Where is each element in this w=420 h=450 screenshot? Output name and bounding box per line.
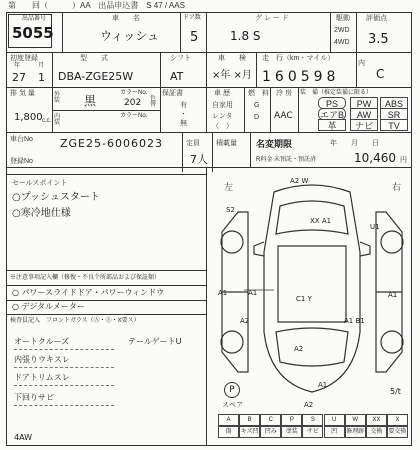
equipment-label: 装 備（推定装備に限る）	[300, 90, 373, 96]
mileage-value: 160598	[262, 69, 340, 85]
equip-ps: PS	[318, 97, 346, 109]
equip-abs: ABS	[380, 97, 408, 109]
load-label: 積載量	[216, 140, 237, 147]
reg-month: 1	[38, 71, 45, 84]
rule	[6, 314, 206, 315]
vin-label: 車台No	[10, 136, 33, 143]
recycle-row-label: 登録No	[10, 158, 33, 165]
equip-tv: TV	[380, 119, 408, 131]
rule	[298, 87, 299, 132]
model-code: DBA-ZGE25W	[58, 70, 134, 83]
outer-label: 外装	[54, 92, 61, 104]
rule	[14, 385, 114, 386]
sales-points-label: セールスポイント	[12, 180, 68, 187]
lot-number: 5055	[12, 24, 54, 42]
legend-code: X	[387, 414, 408, 426]
equip-sr: SR	[380, 108, 408, 120]
legend-desc: サビ	[302, 426, 323, 438]
rule	[212, 132, 213, 172]
rule	[256, 52, 257, 87]
legend-desc: 凹	[324, 426, 345, 438]
equip-airbag: エアB	[319, 110, 344, 120]
interior-label: 内	[358, 60, 365, 67]
mileage-label: 走 行（km・マイル）	[262, 55, 335, 62]
shift-label: シフト	[170, 55, 191, 62]
color-no: 202	[124, 98, 142, 108]
rule	[270, 87, 271, 132]
yen-unit: 円	[400, 157, 407, 164]
inspector-line: オートクルーズ	[14, 337, 70, 346]
diagram-right-label: 右	[392, 182, 402, 192]
rule	[182, 132, 183, 172]
score-value: 3.5	[368, 32, 389, 47]
drive-2wd: 2WD	[334, 27, 350, 34]
ac-value: AAC	[274, 111, 293, 121]
legend-code: W	[345, 414, 366, 426]
model-label: 型 式	[80, 55, 108, 62]
fuel-d: D	[254, 114, 260, 121]
year-mark: 年	[14, 63, 21, 69]
equip-aw: AW	[350, 108, 378, 120]
inspector-line: 下回りサビ	[14, 393, 54, 402]
cert-no: 無	[180, 120, 187, 127]
inspector-line: ドアトリムスレ	[14, 373, 70, 382]
legend-desc: 交換	[366, 426, 387, 438]
equip-pw: PW	[350, 97, 378, 109]
recycle-label: R料金 未預託・預託済	[256, 157, 317, 163]
score-label: 評価点	[366, 15, 387, 22]
rule	[356, 52, 357, 87]
damage-mark: A1	[218, 289, 228, 297]
rule	[250, 132, 251, 167]
legend-code: P	[281, 414, 302, 426]
first-reg-label: 初度登録	[10, 55, 38, 62]
damage-mark: XX A1	[310, 217, 332, 225]
car-damage-diagram	[214, 172, 410, 408]
equip-leather: 革	[318, 119, 346, 131]
displacement-value: 1,800	[14, 112, 43, 123]
spare-circle: P	[224, 382, 240, 398]
rule	[356, 12, 357, 52]
damage-mark: A2	[304, 401, 314, 409]
cert-dot: ・	[180, 111, 187, 118]
rule	[180, 12, 181, 52]
damage-mark: A1	[318, 381, 328, 389]
legend-code: U	[324, 414, 345, 426]
inspection-label: 車 検	[218, 55, 246, 62]
rule	[330, 12, 331, 52]
damage-legend	[218, 414, 408, 440]
reg-year: 27	[12, 71, 26, 84]
ac-label: 冷 房	[276, 90, 292, 97]
date-marks: 年 月 日	[330, 140, 379, 147]
damage-mark: A2	[294, 345, 304, 353]
legend-desc: 要交換	[387, 426, 408, 438]
sales-point-item: ○プッシュスタート	[12, 192, 100, 203]
rule	[206, 87, 207, 132]
rule	[6, 270, 206, 271]
damage-mark: A2	[240, 317, 250, 325]
interior-grade: C	[376, 67, 385, 81]
name-change-label: 名変期限	[256, 139, 293, 149]
damage-mark: S2	[226, 206, 235, 214]
rule	[6, 300, 206, 301]
legend-code: XX	[366, 414, 387, 426]
car-name-label: 車 名	[112, 15, 140, 22]
damage-mark: A1	[248, 289, 258, 297]
note-line: ○ パワースライドドア・パワーウィンドウ	[12, 288, 165, 297]
equip-navi: ナビ	[350, 119, 378, 131]
capacity-label: 定員	[186, 140, 200, 147]
usage-private: 自家用	[212, 102, 233, 109]
rule	[6, 132, 412, 133]
usage-label: 車 歴	[214, 90, 230, 97]
month-mark: 月	[38, 63, 45, 69]
damage-mark: A1 B1	[344, 317, 365, 325]
rule	[52, 110, 160, 111]
notes-label: ※注意事項記入欄（修復・不良个所部品および保証類）	[10, 275, 161, 281]
legend-code: C	[260, 414, 281, 426]
note-line: ○ デジタルメーター	[12, 302, 85, 311]
legend-desc: 塗装	[281, 426, 302, 438]
damage-mark: C1 Y	[296, 295, 312, 303]
lot-label: 出品番号	[22, 16, 47, 22]
rule	[14, 405, 114, 406]
shift-value: AT	[170, 70, 184, 83]
damage-mark: U1	[370, 223, 380, 231]
legend-desc: キズ凹	[239, 426, 260, 438]
inspector-extra: テールゲートU	[128, 337, 182, 346]
rule	[206, 52, 207, 87]
note-bottom: 4AW	[14, 433, 33, 442]
legend-code: A	[218, 414, 239, 426]
drive-4wd: 4WD	[334, 39, 350, 46]
rule	[6, 285, 206, 286]
cert-label: 保証書	[162, 90, 183, 97]
rule	[160, 52, 161, 87]
displacement-label: 排 気 量	[10, 90, 35, 97]
legend-desc: 傷	[218, 426, 239, 438]
diagram-left-label: 左	[224, 182, 234, 192]
rule	[62, 12, 63, 52]
inspector-line: 内張りウキスレ	[14, 355, 70, 364]
inspection-value: ×年 ×月	[212, 70, 252, 81]
corner-note: 5/t	[390, 387, 401, 396]
legend-code: S	[302, 414, 323, 426]
sheet-title: 第 回（ ）AA 出品申込書 S 47 / AAS	[8, 1, 185, 10]
doors-label: ドア数	[183, 15, 201, 21]
legend-desc: 修理跡	[345, 426, 366, 438]
rule	[206, 12, 207, 52]
rule	[14, 367, 114, 368]
doors-value: 5	[190, 30, 199, 45]
rule	[206, 167, 207, 446]
inner-label: 内装	[54, 114, 61, 126]
rule	[14, 349, 114, 350]
legend-desc: 凹み	[260, 426, 281, 438]
rule	[52, 52, 53, 87]
sales-point-item: ○寒冷地仕様	[12, 208, 71, 219]
inspector-label: 検査員記入 フロントガラス（Ⓐ・Ⓔ・X要ス）	[10, 318, 140, 324]
damage-mark: A1	[388, 291, 398, 299]
rule	[6, 87, 412, 88]
cc-unit: c.c.	[42, 118, 52, 124]
grade-label: グ レ ー ド	[255, 15, 289, 22]
color-no-label: カラーNo.	[120, 90, 148, 96]
fuel-label: 燃 料	[248, 90, 269, 97]
color-change-label: 色替	[150, 96, 157, 108]
vin-value: ZGE25-6006023	[60, 137, 163, 150]
rule	[6, 52, 412, 53]
rule	[160, 87, 161, 132]
color-value: 黒	[84, 94, 97, 108]
recycle-fee: 10,460	[354, 151, 396, 165]
rule	[6, 167, 412, 168]
cert-yes: 有	[180, 102, 187, 109]
capacity-value: 7人	[190, 153, 208, 166]
rule	[6, 174, 206, 175]
usage-rental: レンタ	[212, 113, 233, 120]
drive-label: 駆動	[336, 15, 350, 22]
fuel-g: G	[254, 102, 260, 109]
damage-mark: A2 W	[290, 177, 309, 185]
inner-color-no-label: カラーNo.	[120, 113, 148, 119]
rule	[244, 87, 245, 132]
grade-value: 1.8 S	[230, 29, 261, 43]
usage-other: （ ）	[212, 123, 233, 130]
spare-label: スペア	[222, 402, 243, 409]
car-name: ウィッシュ	[100, 29, 160, 43]
legend-code: B	[239, 414, 260, 426]
